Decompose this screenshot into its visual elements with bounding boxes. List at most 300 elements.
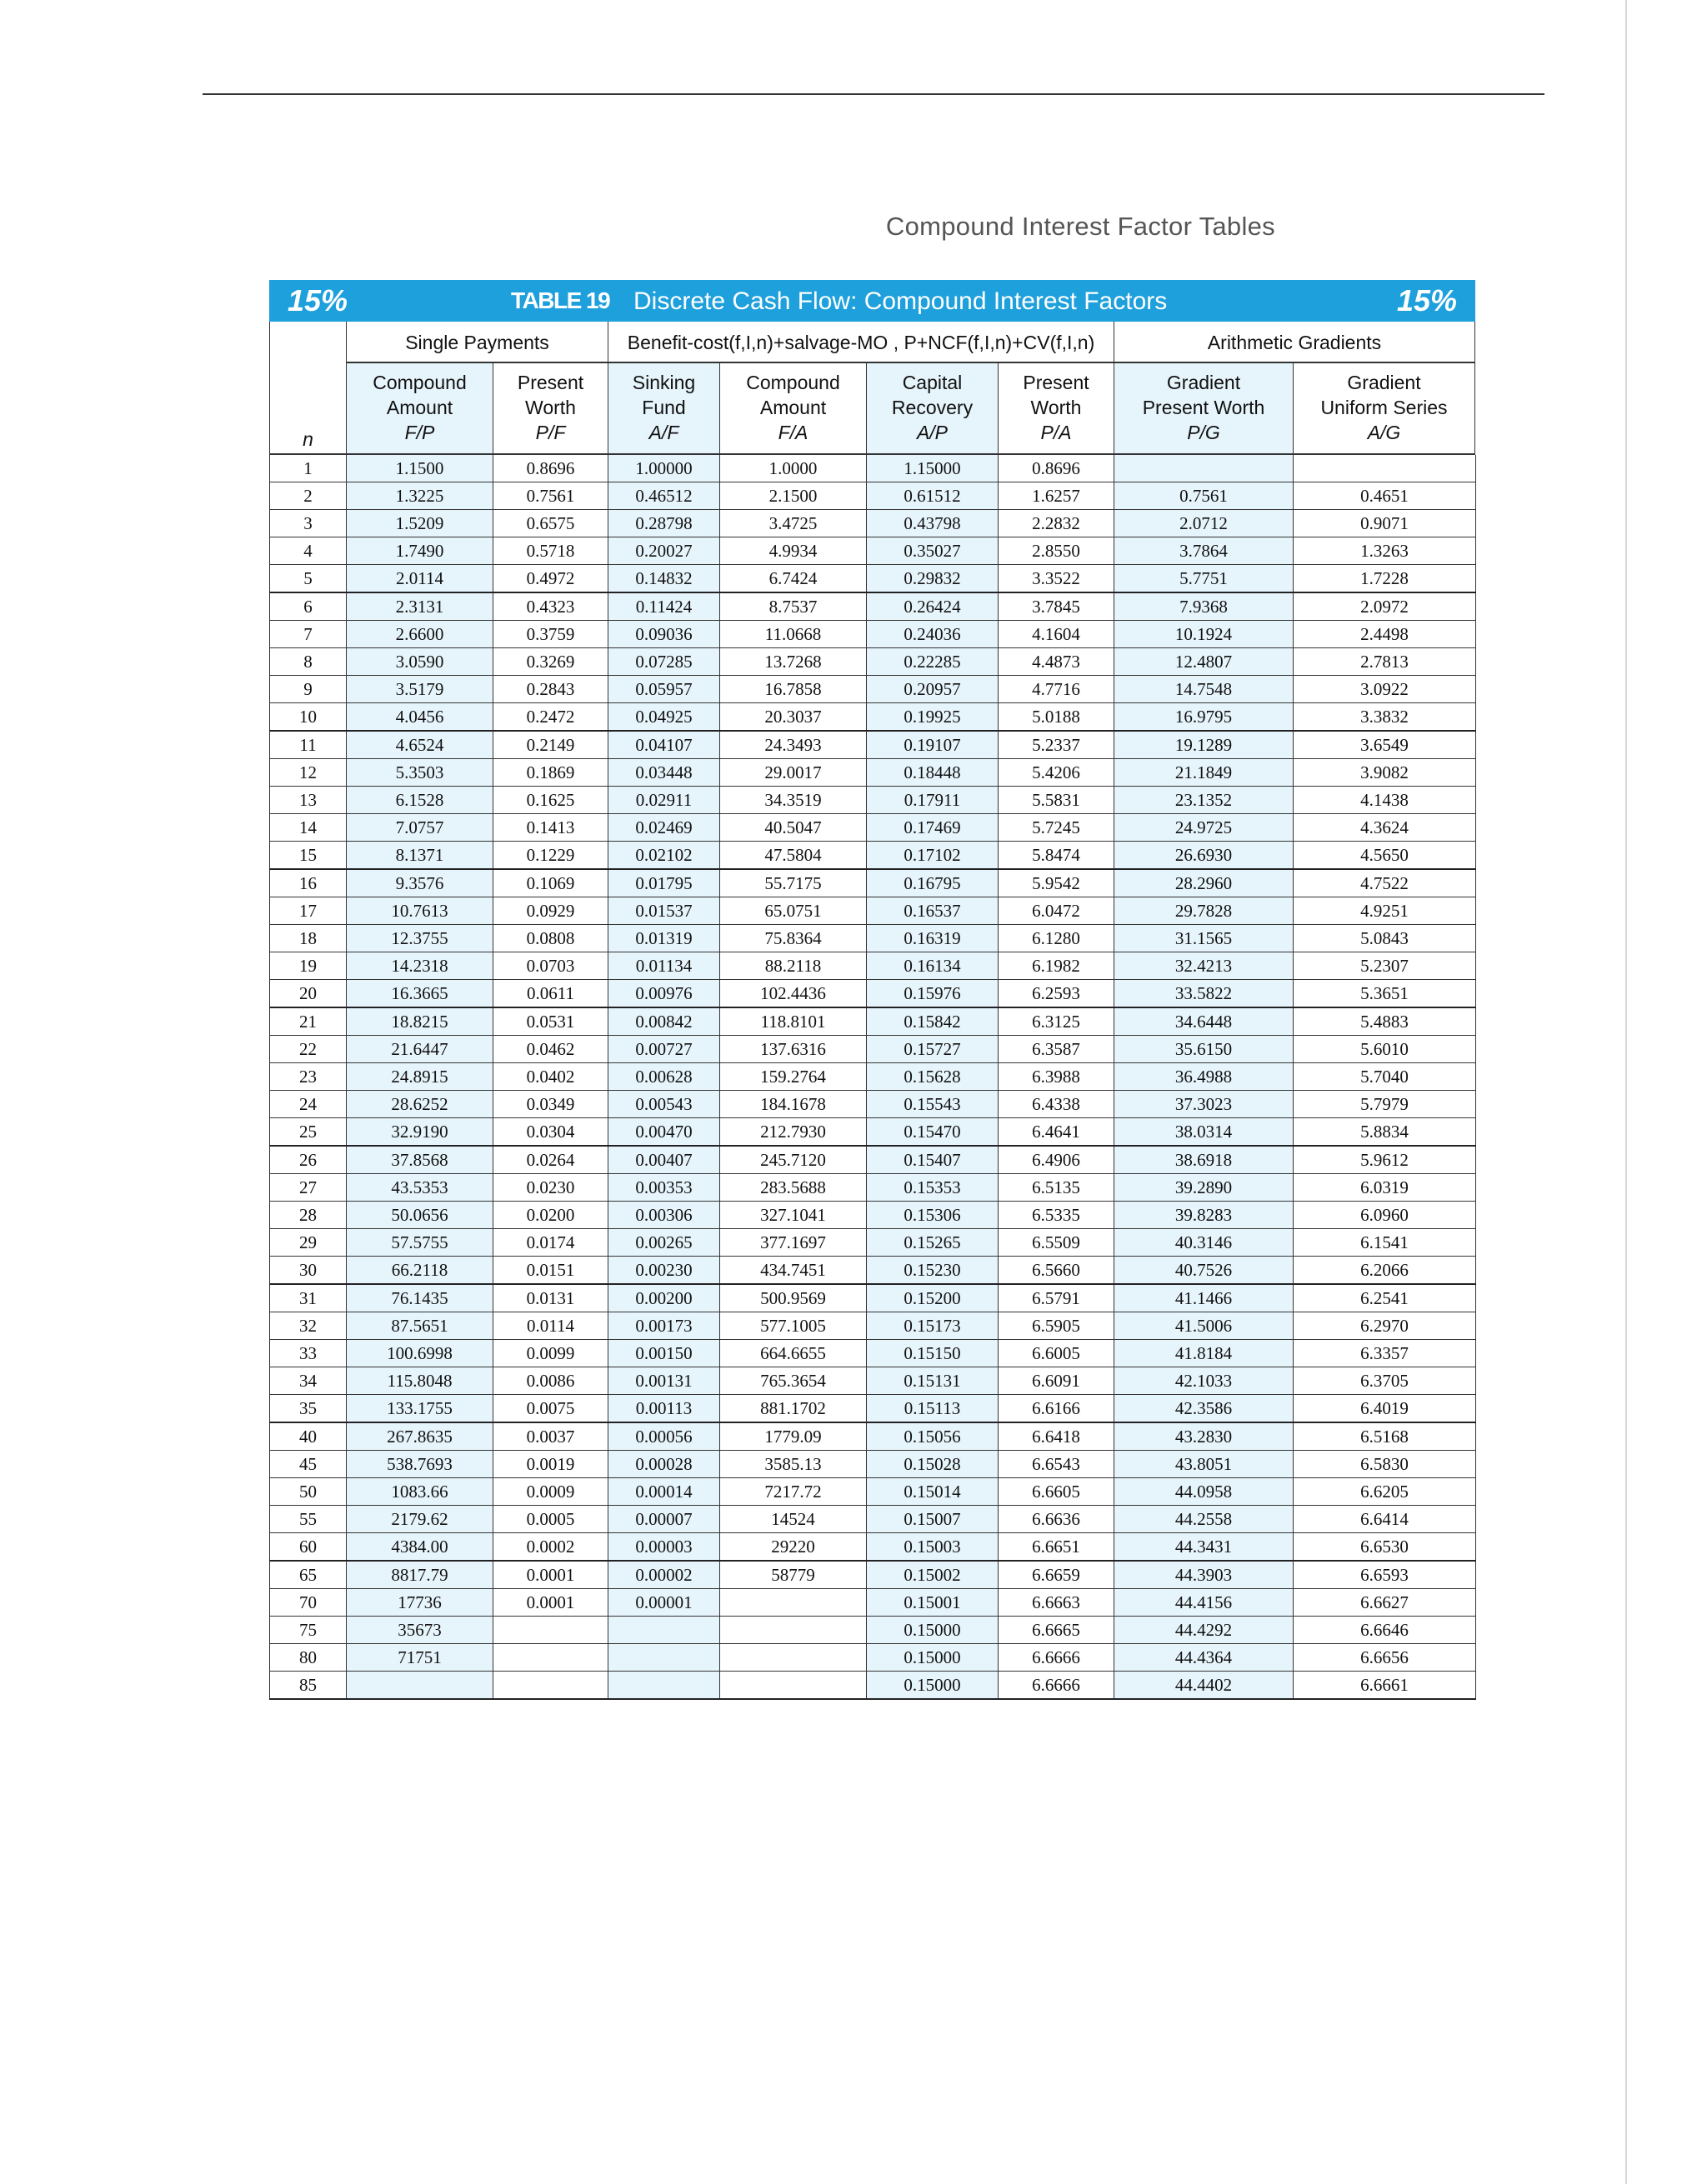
factor-cell: 44.4364 [1114,1644,1294,1672]
factor-cell: 0.14832 [608,565,720,593]
factor-cell: 0.15131 [867,1367,999,1395]
column-header-label: Compound [746,372,840,393]
factor-cell: 3.7845 [999,592,1114,621]
factor-cell: 6.6166 [999,1395,1114,1423]
factor-cell: 32.4213 [1114,952,1294,980]
factor-cell: 6.3357 [1294,1340,1476,1367]
factor-cell: 0.00842 [608,1007,720,1036]
factor-cell: 0.15001 [867,1589,999,1617]
column-header-label: Recovery [891,397,974,418]
table-row [270,952,1476,980]
period-cell: 30 [270,1257,347,1285]
factor-cell: 6.6205 [1294,1478,1476,1506]
factor-cell: 0.15113 [867,1395,999,1423]
factor-cell: 3.9082 [1294,759,1476,787]
period-cell: 3 [270,510,347,537]
factor-cell: 0.00113 [608,1395,720,1423]
factor-cell: 8.1371 [347,842,493,870]
factor-cell: 0.00002 [608,1561,720,1589]
factor-cell: 0.61512 [867,482,999,510]
factor-cell: 0.00150 [608,1340,720,1367]
factor-cell: 6.5335 [999,1202,1114,1229]
factor-cell: 0.00727 [608,1036,720,1063]
period-cell: 75 [270,1617,347,1644]
factor-cell: 6.6543 [999,1451,1114,1478]
factor-cell: 0.29832 [867,565,999,593]
factor-cell: 58779 [720,1561,867,1589]
factor-cell: 0.43798 [867,510,999,537]
period-cell: 16 [270,869,347,897]
factor-cell: 0.00407 [608,1146,720,1174]
column-header-symbol: P/A [1040,422,1072,443]
factor-cell: 2.6600 [347,621,493,648]
factor-cell: 14524 [720,1506,867,1533]
table-row [270,592,1476,621]
factor-cell: 0.00353 [608,1174,720,1202]
factor-cell: 0.19925 [867,703,999,732]
factor-cell: 2.2832 [999,510,1114,537]
factor-cell: 0.00470 [608,1118,720,1147]
factor-cell: 137.6316 [720,1036,867,1063]
factor-cell: 0.18448 [867,759,999,787]
factor-cell: 4.9251 [1294,897,1476,925]
factor-cell: 0.7561 [1114,482,1294,510]
factor-cell: 577.1005 [720,1312,867,1340]
factor-cell: 0.15056 [867,1422,999,1451]
period-cell: 10 [270,703,347,732]
factor-cell: 0.09036 [608,621,720,648]
factor-cell: 0.00306 [608,1202,720,1229]
factor-cell: 29.7828 [1114,897,1294,925]
column-header-label: Gradient [1166,372,1241,393]
period-cell: 34 [270,1367,347,1395]
factor-cell: 5.2337 [999,731,1114,759]
factor-cell: 102.4436 [720,980,867,1008]
factor-cell: 6.6005 [999,1340,1114,1367]
table-row [270,648,1476,676]
factor-cell: 184.1678 [720,1091,867,1118]
factor-cell: 29.0017 [720,759,867,787]
factor-cell: 6.6665 [999,1617,1114,1644]
table-row [270,869,1476,897]
period-cell: 6 [270,592,347,621]
factor-cell: 0.00007 [608,1506,720,1533]
factor-cell: 2.3131 [347,592,493,621]
factor-cell [720,1644,867,1672]
factor-cell: 28.6252 [347,1091,493,1118]
factor-cell: 2.0114 [347,565,493,593]
factor-cell: 2.4498 [1294,621,1476,648]
column-header-label: Gradient [1347,372,1421,393]
factor-cell [720,1672,867,1700]
column-header-label: Present Worth [1142,397,1265,418]
factor-cell: 765.3654 [720,1367,867,1395]
factor-cell: 16.9795 [1114,703,1294,732]
factor-cell: 37.8568 [347,1146,493,1174]
factor-cell: 13.7268 [720,648,867,676]
n-column-header [269,322,346,455]
column-header-a-f [608,363,719,455]
factor-cell: 0.0929 [493,897,608,925]
table-label: TABLE 19 [511,287,610,313]
rate-left: 15% [288,283,348,317]
factor-cell: 118.8101 [720,1007,867,1036]
factor-cell [493,1644,608,1672]
column-header-label: Amount [759,397,827,418]
period-cell: 28 [270,1202,347,1229]
factor-cell: 3.6549 [1294,731,1476,759]
factor-cell: 538.7693 [347,1451,493,1478]
factor-cell: 0.0001 [493,1561,608,1589]
factor-cell: 0.0531 [493,1007,608,1036]
table-row [270,455,1476,482]
group-header-uniform: Benefit-cost(f,I,n)+salvage-MO , P+NCF(f,I,n)+CV(f,I,n) [608,322,1114,363]
factor-cell: 212.7930 [720,1118,867,1147]
table-row [270,1395,1476,1423]
factor-cell: 5.8474 [999,842,1114,870]
factor-cell: 0.15002 [867,1561,999,1589]
factor-cell: 24.9725 [1114,814,1294,842]
table-row [270,565,1476,593]
table-row [270,1146,1476,1174]
factor-cell: 42.3586 [1114,1395,1294,1423]
column-header-symbol: A/F [648,422,679,443]
factor-cell: 133.1755 [347,1395,493,1423]
factor-cell: 71751 [347,1644,493,1672]
factor-cell: 0.17911 [867,787,999,814]
factor-cell: 4.9934 [720,537,867,565]
factor-cell: 1.6257 [999,482,1114,510]
factor-cell [493,1672,608,1700]
factor-cell: 0.4323 [493,592,608,621]
column-header-symbol: F/A [778,422,808,443]
factor-cell: 66.2118 [347,1257,493,1285]
factor-cell: 283.5688 [720,1174,867,1202]
factor-cell: 6.6593 [1294,1561,1476,1589]
factor-cell: 6.6646 [1294,1617,1476,1644]
factor-cell: 6.1280 [999,925,1114,952]
factor-cell: 0.0086 [493,1367,608,1395]
factor-cell: 0.15842 [867,1007,999,1036]
factor-cell: 6.6091 [999,1367,1114,1395]
factor-cell: 87.5651 [347,1312,493,1340]
factor-cell: 2.0712 [1114,510,1294,537]
table-row [270,1174,1476,1202]
factor-cell: 4.1604 [999,621,1114,648]
factor-cell: 6.6418 [999,1422,1114,1451]
factor-cell [493,1617,608,1644]
table-row [270,787,1476,814]
factor-cell: 5.3651 [1294,980,1476,1008]
factor-cell: 1083.66 [347,1478,493,1506]
factor-cell: 6.6666 [999,1644,1114,1672]
factor-cell: 0.02911 [608,787,720,814]
factor-cell: 1.0000 [720,455,867,482]
column-header-a-g [1293,363,1475,455]
factor-cell: 21.6447 [347,1036,493,1063]
period-cell: 65 [270,1561,347,1589]
factor-cell: 0.7561 [493,482,608,510]
factor-cell: 0.02469 [608,814,720,842]
table-row [270,1672,1476,1700]
period-cell: 23 [270,1063,347,1091]
factor-cell: 0.3759 [493,621,608,648]
factor-cell: 0.4972 [493,565,608,593]
running-head: Compound Interest Factor Tables [885,212,1275,241]
period-cell: 33 [270,1340,347,1367]
table-row [270,1617,1476,1644]
factor-cell: 0.9071 [1294,510,1476,537]
column-header-label: Worth [525,397,576,418]
factor-cell: 0.01319 [608,925,720,952]
factor-cell: 0.15000 [867,1644,999,1672]
factor-cell: 0.8696 [999,455,1114,482]
factor-cell [1294,455,1476,482]
factor-cell: 6.2541 [1294,1284,1476,1312]
factor-cell: 34.3519 [720,787,867,814]
factor-cell: 0.1625 [493,787,608,814]
period-cell: 80 [270,1644,347,1672]
factor-cell: 881.1702 [720,1395,867,1423]
top-rule [203,93,1544,95]
factor-cell: 6.5509 [999,1229,1114,1257]
factor-cell: 3.3522 [999,565,1114,593]
factor-cell: 18.8215 [347,1007,493,1036]
period-cell: 11 [270,731,347,759]
factor-cell: 1.3225 [347,482,493,510]
factor-cell: 0.15265 [867,1229,999,1257]
factor-cell: 0.15000 [867,1672,999,1700]
factor-cell: 500.9569 [720,1284,867,1312]
factor-cell: 6.3988 [999,1063,1114,1091]
factor-cell: 36.4988 [1114,1063,1294,1091]
factor-cell: 6.5791 [999,1284,1114,1312]
factor-cell: 0.0114 [493,1312,608,1340]
factor-cell: 0.16319 [867,925,999,952]
factor-cell: 0.16537 [867,897,999,925]
factor-cell: 6.0472 [999,897,1114,925]
factor-cell: 0.00001 [608,1589,720,1617]
factor-cell: 0.00543 [608,1091,720,1118]
factor-cell: 38.6918 [1114,1146,1294,1174]
factor-cell: 6.6627 [1294,1589,1476,1617]
period-cell: 60 [270,1533,347,1562]
table-row [270,842,1476,870]
factor-cell: 5.0843 [1294,925,1476,952]
factor-cell: 2.1500 [720,482,867,510]
factor-cell [1114,455,1294,482]
table-row [270,703,1476,732]
factor-cell [720,1589,867,1617]
period-cell: 55 [270,1506,347,1533]
factor-cell: 44.3903 [1114,1561,1294,1589]
period-cell: 2 [270,482,347,510]
factor-cell: 44.4292 [1114,1617,1294,1644]
factor-cell: 47.5804 [720,842,867,870]
period-cell: 1 [270,455,347,482]
factor-cell [347,1672,493,1700]
factor-cell: 0.15470 [867,1118,999,1147]
factor-cell: 1.00000 [608,455,720,482]
period-cell: 13 [270,787,347,814]
factor-cell: 6.3705 [1294,1367,1476,1395]
factor-cell: 3.5179 [347,676,493,703]
table-row [270,1478,1476,1506]
factor-cell: 7217.72 [720,1478,867,1506]
factor-cell: 40.5047 [720,814,867,842]
factor-cell: 1.3263 [1294,537,1476,565]
period-cell: 5 [270,565,347,593]
factor-cell: 0.01795 [608,869,720,897]
factor-cell: 0.8696 [493,455,608,482]
table-row [270,537,1476,565]
factor-cell: 44.4402 [1114,1672,1294,1700]
table-row [270,1644,1476,1672]
factor-cell: 0.1413 [493,814,608,842]
factor-cell: 0.26424 [867,592,999,621]
factor-cell: 23.1352 [1114,787,1294,814]
period-cell: 7 [270,621,347,648]
period-cell: 27 [270,1174,347,1202]
factor-cell: 6.1541 [1294,1229,1476,1257]
factor-cell: 0.0099 [493,1340,608,1367]
factor-cell: 0.00056 [608,1422,720,1451]
n-label: n [303,428,313,450]
factor-cell: 0.15407 [867,1146,999,1174]
table-row [270,1367,1476,1395]
factor-cell: 0.03448 [608,759,720,787]
factor-cell: 5.4206 [999,759,1114,787]
factor-cell: 16.3665 [347,980,493,1008]
table-row [270,980,1476,1008]
factor-cell: 0.15173 [867,1312,999,1340]
factor-cell: 9.3576 [347,869,493,897]
factor-cell: 0.0009 [493,1478,608,1506]
factor-cell: 43.5353 [347,1174,493,1202]
factor-cell: 7.0757 [347,814,493,842]
factor-cell: 26.6930 [1114,842,1294,870]
table-row [270,676,1476,703]
factor-cell: 5.0188 [999,703,1114,732]
factor-cell: 5.7979 [1294,1091,1476,1118]
factor-cell: 6.6414 [1294,1506,1476,1533]
factor-cell: 44.0958 [1114,1478,1294,1506]
factor-cell: 6.6659 [999,1561,1114,1589]
table-title: Discrete Cash Flow: Compound Interest Factors [633,287,1168,315]
factor-cell: 0.0037 [493,1422,608,1451]
factor-cell: 28.2960 [1114,869,1294,897]
factor-cell: 6.6656 [1294,1644,1476,1672]
factor-cell: 24.3493 [720,731,867,759]
factor-cell: 35.6150 [1114,1036,1294,1063]
factor-cell: 0.05957 [608,676,720,703]
factor-cell: 0.0174 [493,1229,608,1257]
column-header-label: Fund [642,397,686,418]
period-cell: 24 [270,1091,347,1118]
table-row [270,621,1476,648]
period-cell: 4 [270,537,347,565]
factor-cell: 41.5006 [1114,1312,1294,1340]
factor-cell: 75.8364 [720,925,867,952]
factor-cell: 3.0922 [1294,676,1476,703]
group-header-single: Single Payments [346,322,608,363]
column-header-symbol: P/G [1187,422,1220,443]
factor-cell: 39.2890 [1114,1174,1294,1202]
factor-cell: 6.6530 [1294,1533,1476,1562]
factor-cell: 4.0456 [347,703,493,732]
factor-cell: 0.15200 [867,1284,999,1312]
column-header-symbol: F/P [404,422,435,443]
factor-cell: 0.15028 [867,1451,999,1478]
table-row [270,1422,1476,1451]
factor-cell: 0.3269 [493,648,608,676]
table-row [270,1063,1476,1091]
period-cell: 50 [270,1478,347,1506]
period-cell: 15 [270,842,347,870]
column-header-f-a [719,363,866,455]
column-header-label: Uniform Series [1320,397,1448,418]
factor-cell: 0.22285 [867,648,999,676]
table-row [270,759,1476,787]
table-row [270,1340,1476,1367]
factor-cell: 0.2843 [493,676,608,703]
table-row [270,1284,1476,1312]
factor-cell: 5.7751 [1114,565,1294,593]
factor-cell: 24.8915 [347,1063,493,1091]
factor-cell: 0.02102 [608,842,720,870]
factor-cell: 6.2066 [1294,1257,1476,1285]
factor-cell: 0.07285 [608,648,720,676]
factor-cell: 0.15230 [867,1257,999,1285]
period-cell: 14 [270,814,347,842]
factor-cell: 16.7858 [720,676,867,703]
column-header-label: Amount [386,397,453,418]
factor-cell: 29220 [720,1533,867,1562]
period-cell: 22 [270,1036,347,1063]
factor-cell: 43.2830 [1114,1422,1294,1451]
factor-cell: 0.28798 [608,510,720,537]
factor-cell: 0.00003 [608,1533,720,1562]
factor-cell: 0.16134 [867,952,999,980]
factor-cell: 34.6448 [1114,1007,1294,1036]
table-row [270,1451,1476,1478]
factor-cell: 5.6010 [1294,1036,1476,1063]
table-row [270,814,1476,842]
factor-cell: 0.6575 [493,510,608,537]
factor-cell: 6.2593 [999,980,1114,1008]
factor-cell: 6.2970 [1294,1312,1476,1340]
column-header-p-f [493,363,608,455]
period-cell: 85 [270,1672,347,1700]
factor-cell: 6.1982 [999,952,1114,980]
factor-cell: 2179.62 [347,1506,493,1533]
table-body [270,455,1476,1699]
factor-cell: 0.0264 [493,1146,608,1174]
factor-cell: 10.1924 [1114,621,1294,648]
factor-cell: 0.00265 [608,1229,720,1257]
factor-cell: 0.11424 [608,592,720,621]
factor-cell: 33.5822 [1114,980,1294,1008]
factor-cell: 0.0230 [493,1174,608,1202]
factor-cell: 17736 [347,1589,493,1617]
table-banner [269,280,1475,322]
factor-cell [720,1617,867,1644]
table-header [269,322,1475,455]
factor-cell: 43.8051 [1114,1451,1294,1478]
factor-cell: 0.0005 [493,1506,608,1533]
table-row [270,1091,1476,1118]
table-row [270,731,1476,759]
